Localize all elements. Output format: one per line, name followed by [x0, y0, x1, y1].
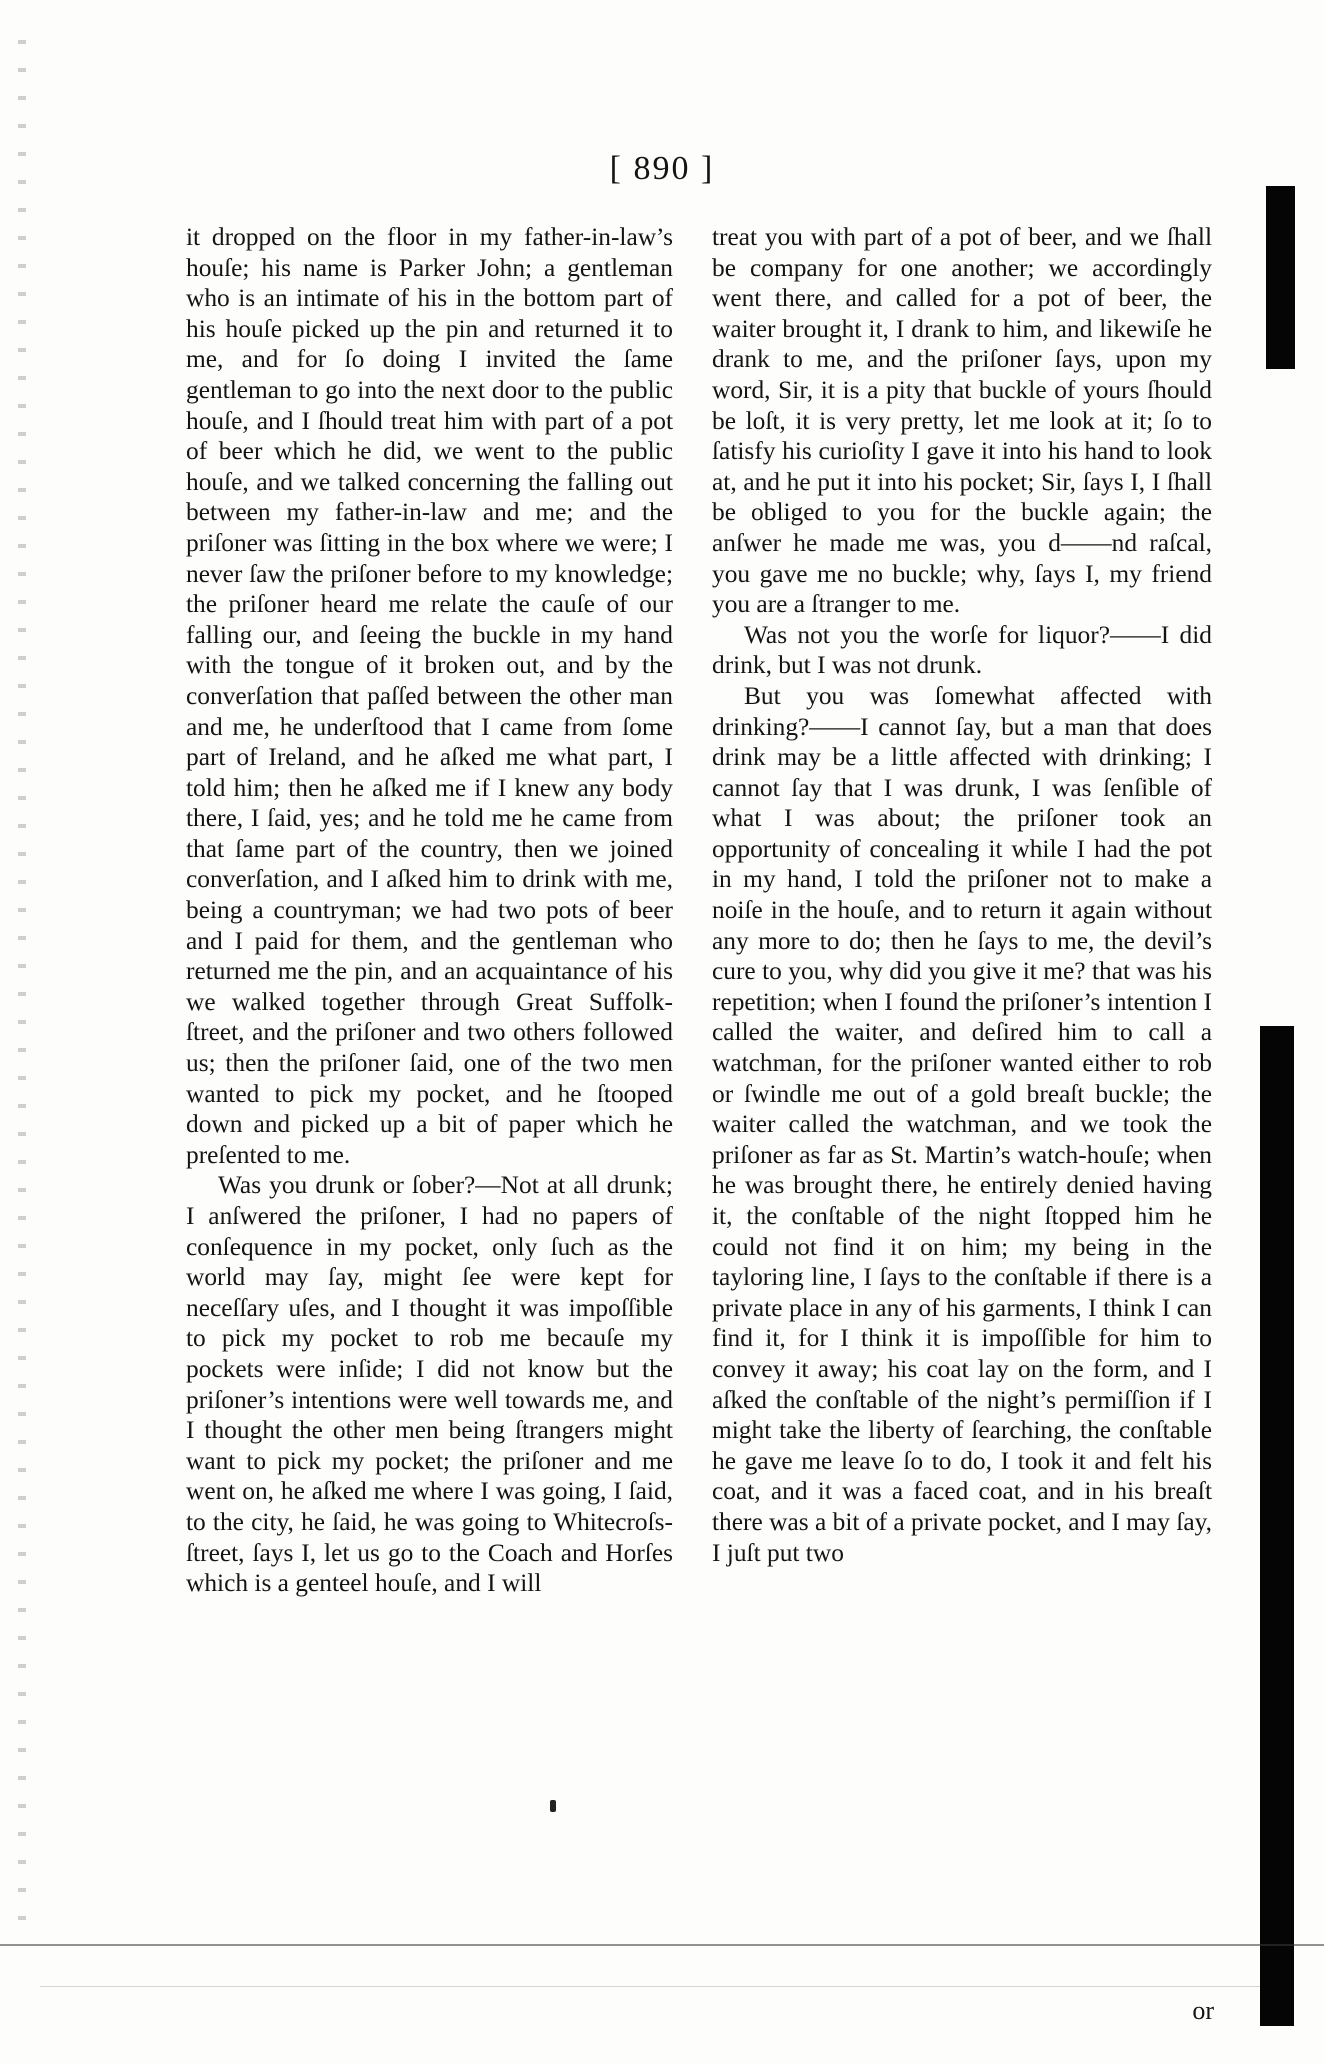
- scan-margin-bar-bottom: [1260, 1026, 1294, 2026]
- catchword: or: [1192, 1996, 1214, 2025]
- scan-rule-line: [0, 1944, 1324, 1946]
- right-paragraph-3: But you was ſomewhat affected with drinking?——I cannot ſay, but a man that does drink may be a little affected with drinking; I cannot ſay that I was drunk, I was ſenſible of what I was about; the priſoner took an opportunity of concealing it while I had the pot in my hand, I told the priſoner not to make a noiſe in the houſe, and to return it again without any more to do; then he ſays to me, the devil’s cure to you, why did you give it me? that was his repetition; when I found the priſoner’s intention I called the waiter, and deſired him to call a watchman, for the priſoner wanted either to rob or ſwindle me out of a gold breaſt buckle; the waiter called the watchman, and we took the priſoner as far as St. Martin’s watch-houſe; when he was brought there, he entirely denied having it, the conſtable of the night ſtopped him he could not find it on him; my being in the tayloring line, I ſays to the conſtable if there is a private place in any of his garments, I think I can find it, for I think it is impoſſible for him to convey it away; his coat lay on the form, and I aſked the conſtable of the night’s permiſſion if I might take the liberty of ſearching, the conſtable he gave me leave ſo to do, I took it and felt his coat, and it was a faced coat, and in his breaſt there was a bit of a private pocket, and I may ſay, I juſt put two: [712, 681, 1212, 1567]
- right-paragraph-1: treat you with part of a pot of beer, and we ſhall be company for one another; we accordingly went there, and called for a pot of beer, the waiter brought it, I drank to him, and likewiſe he drank to me, and the priſoner ſays, upon my word, Sir, it is a pity that buckle of yours ſhould be loſt, it is very pretty, let me look at it; ſo to ſatisfy his curioſity I gave it into his hand to look at, and he put it into his pocket; Sir, ſays I, I ſhall be obliged to you for the buckle again; the anſwer he made me was, you d——nd raſcal, you gave me no buckle; why, ſays I, my friend you are a ſtranger to me.: [712, 223, 1212, 619]
- ink-blot: [550, 1800, 556, 1812]
- scan-rule-line-faint: [40, 1986, 1260, 1987]
- scan-edge-marks: [18, 40, 26, 1940]
- page-number: [ 890 ]: [609, 150, 715, 187]
- left-paragraph-1: it dropped on the floor in my father-in-law’s houſe; his name is Parker John; a gentleman who is an intimate of his in the bottom part of his houſe picked up the pin and returned it to me, and for ſo doing I invited the ſame gentleman to go into the next door to the public houſe, and I ſhould treat him with part of a pot of beer which he did, we went to the public houſe, and we talked concerning the falling out between my father-in-law and me; and the priſoner was ſitting in the box where we were; I never ſaw the priſoner before to my knowledge; the priſoner heard me relate the cauſe of our falling our, and ſeeing the buckle in my hand with the tongue of it broken out, and by the converſation that paſſed between the other man and me, he underſtood that I came from ſome part of Ireland, and he aſked me what part, I told him; then he aſked me if I knew any body there, I ſaid, yes; and he told me he came from that ſame part of the country, then we joined converſation, and I aſked him to drink with me, being a countryman; we had two pots of beer and I paid for them, and the gentleman who returned me the pin, and an acquaintance of his we walked together through Great Suffolk-ſtreet, and the priſoner and two others followed us; then the priſoner ſaid, one of the two men wanted to pick my pocket, and he ſtooped down and picked up a bit of paper which he preſented to me.: [186, 223, 673, 1169]
- right-paragraph-2: Was not you the worſe for liquor?——I did drink, but I was not drunk.: [712, 620, 1212, 680]
- left-paragraph-2: Was you drunk or ſober?—Not at all drunk; I anſwered the priſoner, I had no papers of conſequence in my pocket, only ſuch as the world may ſay, might ſee were kept for neceſſary uſes, and I thought it was impoſſible to pick my pocket to rob me becauſe my pockets were inſide; I did not know but the priſoner’s intentions were well towards me, and I thought the other men being ſtrangers might want to pick my pocket; the priſoner and me went on, he aſked me where I was going, I ſaid, to the city, he ſaid, he was going to Whitecroſs-ſtreet, ſays I, let us go to the Coach and Horſes which is a genteel houſe, and I will: [186, 1171, 673, 1598]
- right-column: [712, 222, 1212, 1568]
- scan-margin-bar-top: [1266, 186, 1295, 369]
- left-column: [186, 222, 673, 1599]
